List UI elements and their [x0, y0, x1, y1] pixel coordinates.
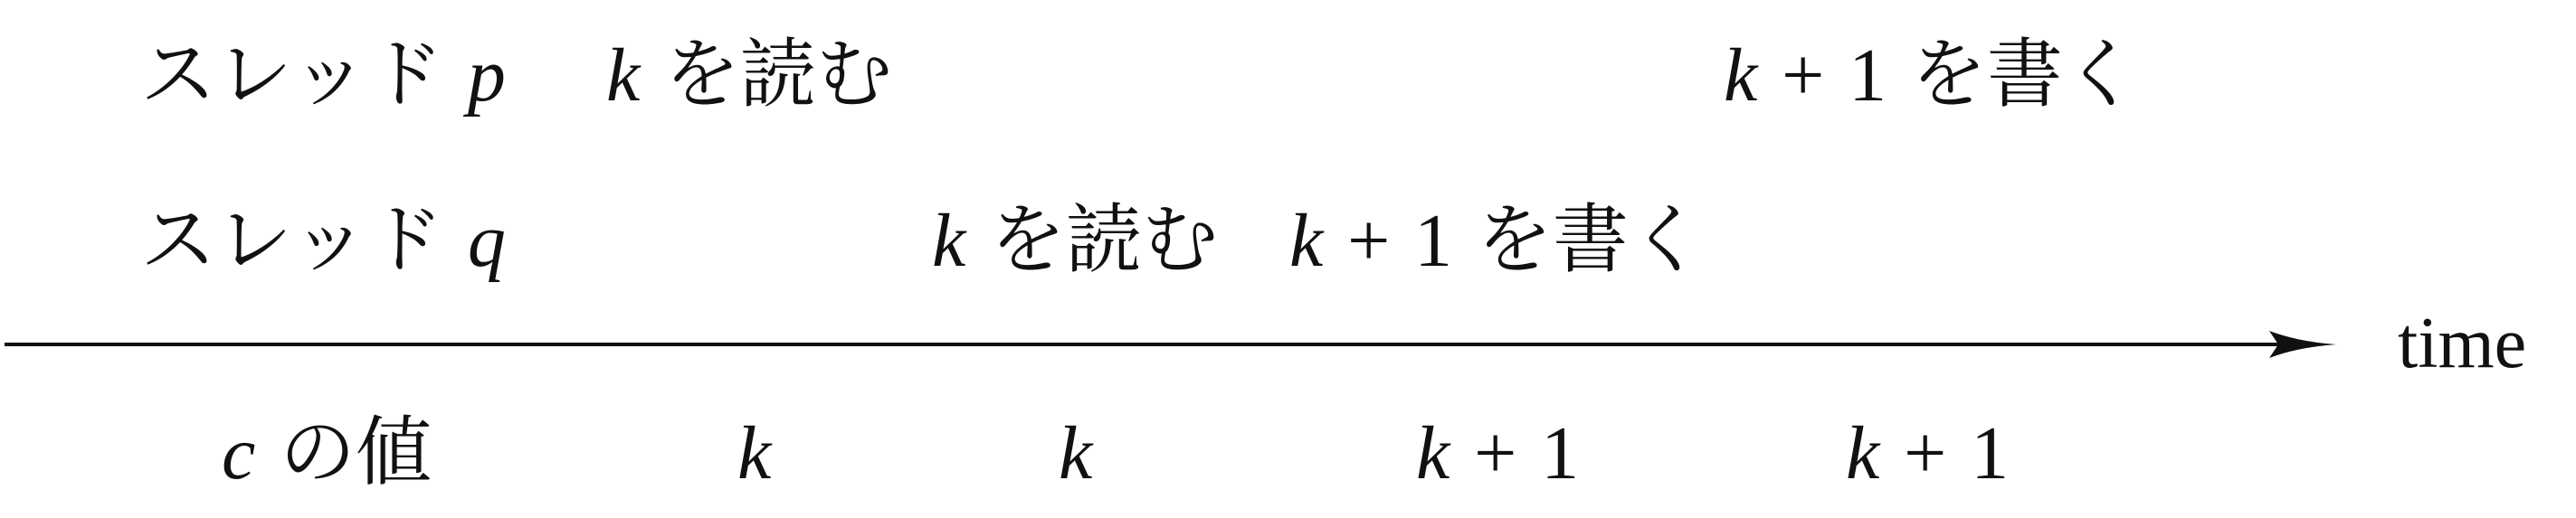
counter-label-text: の値 [280, 408, 433, 496]
thread-p-write-text: を書く [1910, 30, 2139, 118]
counter-var: c [222, 411, 256, 495]
counter-value-3-plus: + [1474, 411, 1517, 495]
thread-q-write-num: 1 [1414, 199, 1453, 283]
counter-value-3 [1416, 407, 1579, 499]
thread-p-read-text: を読む [664, 30, 893, 118]
time-axis-arrowhead [2269, 331, 2336, 358]
counter-value-2 [1059, 407, 1092, 499]
counter-label [222, 407, 432, 499]
thread-q-read-var: k [932, 199, 966, 283]
counter-value-4-var: k [1846, 411, 1880, 495]
counter-value-3-var: k [1416, 411, 1450, 495]
thread-q-write-text: を書く [1476, 195, 1705, 284]
thread-p-read-var: k [606, 33, 641, 118]
counter-value-2-var: k [1059, 411, 1093, 495]
counter-value-3-num: 1 [1541, 411, 1580, 495]
counter-value-1 [737, 407, 771, 499]
thread-p-var: p [467, 33, 506, 118]
thread-p-label-text: スレッド [140, 30, 444, 118]
thread-q-var: q [467, 199, 506, 283]
counter-value-4 [1846, 407, 2009, 499]
time-axis-label: time [2398, 304, 2527, 383]
counter-value-4-plus: + [1904, 411, 1947, 495]
thread-q-write-plus: + [1347, 199, 1391, 283]
counter-value-4-num: 1 [1971, 411, 2010, 495]
thread-q-read-text: を読む [990, 195, 1219, 284]
thread-q-label-text: スレッド [140, 195, 444, 284]
counter-value-1-var: k [737, 411, 772, 495]
thread-p-write-num: 1 [1849, 33, 1887, 118]
thread-p-write-plus: + [1782, 33, 1825, 118]
thread-q-write-var: k [1289, 199, 1324, 283]
thread-p-write-var: k [1724, 33, 1758, 118]
